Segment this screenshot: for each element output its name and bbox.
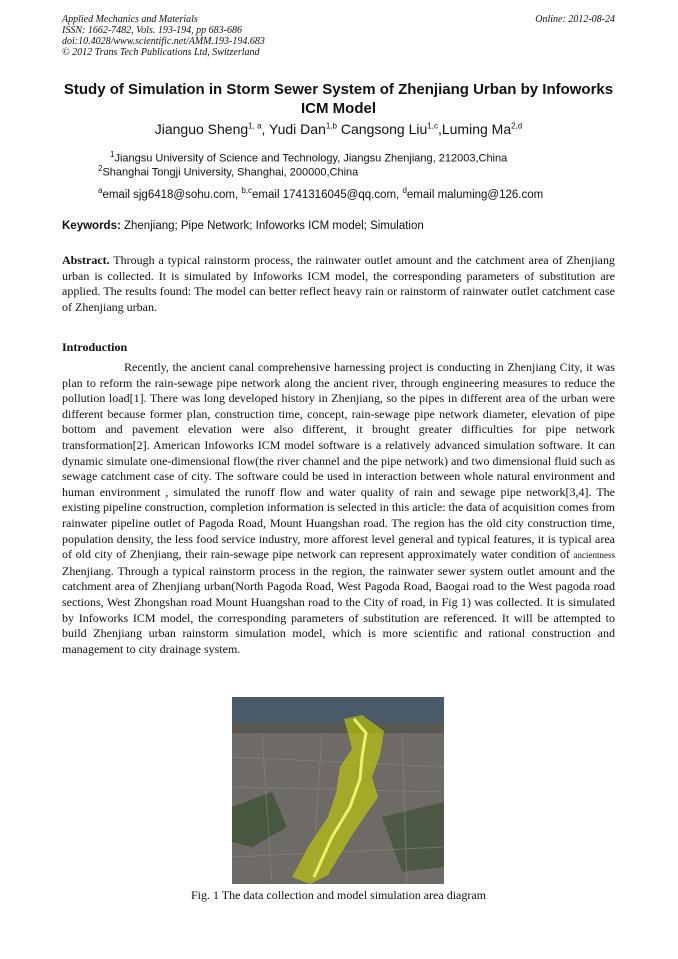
email-link[interactable]: email 1741316045@qq.com, bbox=[252, 188, 403, 201]
online-date: Online: 2012-08-24 bbox=[535, 14, 615, 25]
author: Luming Ma$^{2,d}$ bbox=[441, 121, 523, 137]
email-list: $^a$email sjg6418@sohu.com, $^{b,c}$email 1741316045@qq.com, $^d$email maluming@126.com bbox=[98, 186, 544, 201]
copyright-line: © 2012 Trans Tech Publications Ltd, Switzerland bbox=[62, 47, 260, 58]
journal-header bbox=[62, 14, 265, 58]
author-list bbox=[62, 121, 615, 137]
author: Cangsong Liu$^{1,c}$, bbox=[340, 121, 442, 137]
satellite-map-image bbox=[232, 697, 444, 884]
introduction-text: Recently, the ancient canal comprehensive harnessing project is conducting in Zhenjiang City, it was plan to reform the rain-sewage pipe network along the ancient river, through engineering measures to reduce the pollution load[1]. There was long developed history in Zhenjiang, so the pipes in different area of the urban were different because former plan, construction time, concept, rain-sewage pipe network diameter, elevation of pipe bottom and pavement elevation were also different, it brought greater difficulties for pipe network transformation[2]. American Infoworks ICM model software is a relatively advanced simulation software. It can dynamic simulate one-dimensional flow(the river channel and the pipe network) and two dimensional fluid such as sewage catchment case of city. The software could be used in interaction between whole natural environment and human environment , simulated the runoff flow and water quality of rain and sewage pipe network[3,4]. The existing pipeline construction, completion information is selected in this article: the data of acquisition comes from rainwater pipeline outlet of Pagoda Road, Mount Huangshan road. The region has the old city construction time, population density, the less food service industry, more afforest level general and typical features, it is typical area of old city of Zhenjiang, their rain-sewage pipe network can represent approximately water condition of ancientness Zhenjiang. Through a typical rainstorm process in the region, the rainwater sewer system outlet amount and the catchment area of Zhenjiang urban(North Pagoda Road, West Pagoda Road, Baogai road to the West pagoda road sections, West Zhongshan road Mount Huangshan road to the City of road, in Fig 1) was collected. It is simulated by Infoworks ICM model, the corresponding parameters of substitution are referenced. It will be attempted to build Zhenjiang urban rainstorm simulation model, which is more scientific and rational construction and management to city drainage system. bbox=[62, 360, 615, 656]
abstract: Abstract. Through a typical rainstorm process, the rainwater outlet amount and the catchment area of Zhenjiang urban is collected. It is simulated by Infoworks ICM model, the corresponding parameters of substitution are applied. The results found: The model can better reflect heavy rain or rainstorm of rainwater outlet catchment case of Zhenjiang urban. bbox=[62, 253, 615, 314]
affiliation-1: $^1$Jiangsu University of Science and Technology, Jiangsu Zhenjiang, 212003,China bbox=[110, 150, 508, 165]
paper-title: Study of Simulation in Storm Sewer System of Zhenjiang Urban by Infoworks ICM Model bbox=[63, 81, 614, 117]
journal-name: Applied Mechanics and Materials bbox=[62, 14, 198, 25]
figure-1-caption: Fig. 1 The data collection and model simulation area diagram bbox=[190, 888, 487, 902]
issn-line: ISSN: 1662-7482, Vols. 193-194, pp 683-686 bbox=[62, 25, 242, 36]
email-link[interactable]: email maluming@126.com bbox=[406, 188, 544, 201]
keywords: Keywords: Zhenjiang; Pipe Network; Infoworks ICM model; Simulation bbox=[62, 220, 424, 232]
section-heading-introduction: Introduction bbox=[62, 340, 128, 354]
affiliation-2: $^2$Shanghai Tongji University, Shanghai, 200000,China bbox=[98, 164, 359, 179]
author: Jianguo Sheng$^{1, a}$, bbox=[154, 121, 270, 137]
doi-line: doi:10.4028/www.scientific.net/AMM.193-194.683 bbox=[62, 36, 265, 47]
author: Yudi Dan$^{1,b}$ bbox=[269, 121, 337, 137]
email-link[interactable]: email sjg6418@sohu.com, bbox=[102, 188, 242, 201]
figure-1-satellite-map bbox=[232, 697, 444, 884]
